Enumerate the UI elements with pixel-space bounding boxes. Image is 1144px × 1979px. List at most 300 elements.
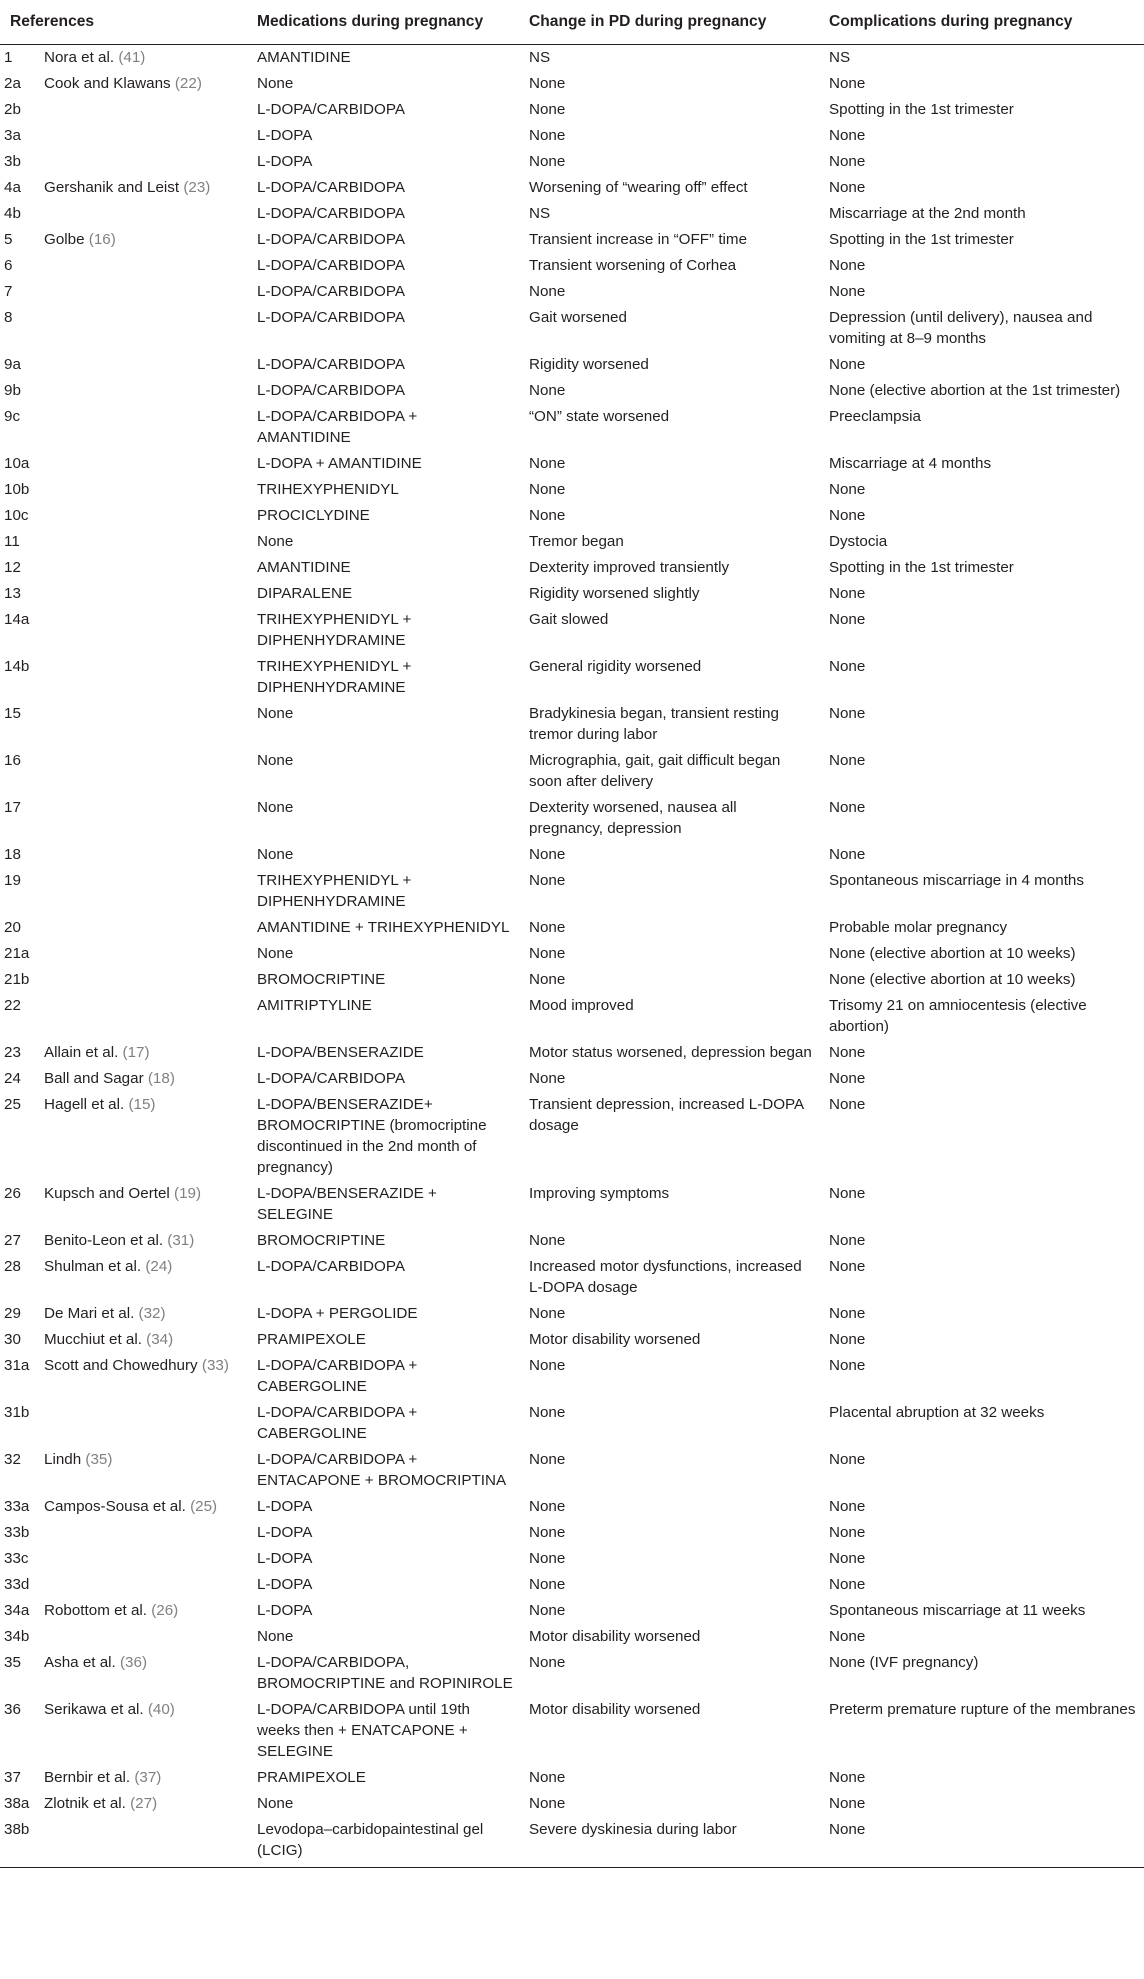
complication-cell: None [829, 1524, 866, 1541]
reference-cell [36, 795, 247, 842]
change-in-pd-cell: None [529, 1404, 566, 1421]
change-in-pd-cell: None [529, 481, 566, 498]
row-number: 9a [4, 356, 21, 373]
medication-cell: L-DOPA/BENSERAZIDE+ BROMOCRIPTINE (bromocriptine discontinued in the 2nd month of pregnancy) [257, 1096, 487, 1176]
citation-link[interactable]: (24) [145, 1258, 173, 1275]
medication-cell: PRAMIPEXOLE [257, 1769, 366, 1786]
medication-cell: L-DOPA/CARBIDOPA [257, 382, 405, 399]
citation-link[interactable]: (18) [147, 1070, 175, 1087]
reference-cell [36, 71, 247, 97]
reference-cell [36, 967, 247, 993]
row-number: 3b [4, 153, 21, 170]
change-in-pd-cell: Increased motor dysfunctions, increased L-DOPA dosage [529, 1258, 802, 1296]
reference-cell [36, 1228, 247, 1254]
reference-cell [36, 149, 247, 175]
table-row [0, 941, 1144, 967]
medication-cell: None [257, 1795, 294, 1812]
reference-authors: Shulman et al. [44, 1258, 142, 1275]
row-number: 2b [4, 101, 21, 118]
table-row [0, 1520, 1144, 1546]
change-in-pd-cell: Bradykinesia began, transient resting tremor during labor [529, 705, 779, 743]
medication-cell: L-DOPA [257, 127, 313, 144]
change-in-pd-cell: None [529, 455, 566, 472]
complication-cell: Miscarriage at the 2nd month [829, 205, 1026, 222]
row-number: 16 [4, 752, 21, 769]
table-row [0, 1791, 1144, 1817]
reference-cell [36, 1572, 247, 1598]
complication-cell: NS [829, 49, 851, 66]
reference-cell [36, 253, 247, 279]
change-in-pd-cell: None [529, 507, 566, 524]
reference-authors: Mucchiut et al. [44, 1331, 142, 1348]
table-row [0, 477, 1144, 503]
change-in-pd-cell: “ON” state worsened [529, 408, 670, 425]
citation-link[interactable]: (22) [174, 75, 202, 92]
table-row [0, 654, 1144, 701]
complication-cell: None [829, 1550, 866, 1567]
medication-cell: L-DOPA/CARBIDOPA until 19th weeks then + ENATCAPONE + SELEGINE [257, 1701, 470, 1760]
row-number: 36 [4, 1701, 21, 1718]
row-number: 4a [4, 179, 21, 196]
complication-cell: None [829, 481, 866, 498]
table-row [0, 123, 1144, 149]
medication-cell: Levodopa–carbidopaintestinal gel (LCIG) [247, 1817, 519, 1868]
complication-cell: None (IVF pregnancy) [829, 1654, 979, 1671]
row-number: 12 [4, 559, 21, 576]
change-in-pd-cell: None [529, 1232, 566, 1249]
change-in-pd-cell: None [529, 127, 566, 144]
change-in-pd-cell: Worsening of “wearing off” effect [529, 179, 748, 196]
table-row [0, 1817, 1144, 1868]
reference-cell [36, 1494, 247, 1520]
row-number: 14b [4, 658, 30, 675]
medication-cell: L-DOPA/CARBIDOPA [257, 356, 405, 373]
change-in-pd-cell: Tremor began [529, 533, 624, 550]
reference-authors: Benito-Leon et al. [44, 1232, 164, 1249]
header-medications: Medications during pregnancy [247, 0, 519, 45]
citation-link[interactable]: (16) [88, 231, 116, 248]
table-row [0, 1092, 1144, 1181]
change-in-pd-cell: None [529, 1357, 566, 1374]
reference-cell [36, 1546, 247, 1572]
reference-cell [36, 915, 247, 941]
complication-cell: Placental abruption at 32 weeks [829, 1404, 1045, 1421]
table-row [0, 1228, 1144, 1254]
reference-cell [36, 1817, 247, 1868]
row-number: 6 [4, 257, 13, 274]
table-row [0, 503, 1144, 529]
reference-cell [36, 123, 247, 149]
reference-authors: Zlotnik et al. [44, 1795, 126, 1812]
complication-cell: Spotting in the 1st trimester [829, 559, 1014, 576]
citation-link[interactable]: (23) [183, 179, 211, 196]
citation-link[interactable]: (25) [190, 1498, 218, 1515]
reference-cell [36, 451, 247, 477]
row-number: 30 [4, 1331, 21, 1348]
medication-cell: L-DOPA/CARBIDOPA [257, 231, 405, 248]
reference-cell [36, 305, 247, 352]
medication-cell: BROMOCRIPTINE [257, 971, 386, 988]
medication-cell: L-DOPA [257, 1524, 313, 1541]
complication-cell: None [829, 1576, 866, 1593]
medication-cell: L-DOPA/CARBIDOPA [257, 257, 405, 274]
reference-cell [36, 378, 247, 404]
complication-cell: None [829, 1628, 866, 1645]
table-row [0, 201, 1144, 227]
row-number: 21a [4, 945, 30, 962]
reference-authors: Nora et al. [44, 49, 115, 66]
change-in-pd-cell: None [529, 1769, 566, 1786]
reference-cell [36, 1092, 247, 1181]
table-row [0, 748, 1144, 795]
complication-cell: None [829, 1070, 866, 1087]
row-number: 31a [4, 1357, 30, 1374]
complication-cell: None [829, 1498, 866, 1515]
medication-cell: AMANTIDINE + TRIHEXYPHENIDYL [257, 919, 510, 936]
complication-cell: None [829, 611, 866, 628]
medication-cell: L-DOPA + PERGOLIDE [257, 1305, 418, 1322]
reference-cell [36, 227, 247, 253]
medication-cell: L-DOPA [257, 1498, 313, 1515]
change-in-pd-cell: None [529, 283, 566, 300]
complication-cell: None [829, 283, 866, 300]
table-row [0, 149, 1144, 175]
table-row [0, 607, 1144, 654]
change-in-pd-cell: Motor disability worsened [529, 1331, 701, 1348]
reference-cell [36, 1697, 247, 1765]
reference-cell [36, 1040, 247, 1066]
complication-cell: None [829, 356, 866, 373]
citation-link[interactable]: (32) [138, 1305, 166, 1322]
row-number: 26 [4, 1185, 21, 1202]
table-row [0, 1353, 1144, 1400]
change-in-pd-cell: None [529, 1305, 566, 1322]
reference-cell [36, 1447, 247, 1494]
table-row [0, 555, 1144, 581]
table-row [0, 1181, 1144, 1228]
medication-cell: AMANTIDINE [257, 559, 351, 576]
medication-cell: L-DOPA/CARBIDOPA [257, 309, 405, 326]
change-in-pd-cell: Motor disability worsened [529, 1701, 701, 1718]
table-row [0, 1765, 1144, 1791]
row-number: 18 [4, 846, 21, 863]
complication-cell: None [819, 1817, 1144, 1868]
change-in-pd-cell: Micrographia, gait, gait difficult began soon after delivery [529, 752, 781, 790]
reference-cell [36, 1066, 247, 1092]
row-number: 7 [4, 283, 13, 300]
reference-cell [36, 1598, 247, 1624]
complication-cell: Spotting in the 1st trimester [829, 101, 1014, 118]
medication-cell: L-DOPA [257, 1602, 313, 1619]
change-in-pd-cell: Gait slowed [529, 611, 609, 628]
row-number: 14a [4, 611, 30, 628]
reference-authors: Hagell et al. [44, 1096, 125, 1113]
table-row [0, 451, 1144, 477]
row-number: 27 [4, 1232, 21, 1249]
change-in-pd-cell: Rigidity worsened slightly [529, 585, 700, 602]
reference-authors: Scott and Chowedhury [44, 1357, 198, 1374]
complication-cell: None [829, 585, 866, 602]
change-in-pd-cell: None [529, 846, 566, 863]
complication-cell: None [829, 507, 866, 524]
table-row [0, 701, 1144, 748]
complication-cell: None (elective abortion at the 1st trimester) [829, 382, 1121, 399]
reference-authors: Allain et al. [44, 1044, 119, 1061]
row-number: 38b [0, 1817, 36, 1868]
row-number: 24 [4, 1070, 21, 1087]
table-row [0, 842, 1144, 868]
reference-cell [36, 352, 247, 378]
medication-cell: L-DOPA/CARBIDOPA, BROMOCRIPTINE and ROPINIROLE [257, 1654, 513, 1692]
medication-cell: L-DOPA/CARBIDOPA [257, 101, 405, 118]
medication-cell: L-DOPA/CARBIDOPA + CABERGOLINE [257, 1357, 418, 1395]
complication-cell: None (elective abortion at 10 weeks) [829, 945, 1076, 962]
row-number: 35 [4, 1654, 21, 1671]
change-in-pd-cell: General rigidity worsened [529, 658, 702, 675]
reference-cell [36, 1301, 247, 1327]
complication-cell: None [829, 1357, 866, 1374]
reference-authors: Ball and Sagar [44, 1070, 144, 1087]
medication-cell: DIPARALENE [257, 585, 353, 602]
row-number: 33d [4, 1576, 30, 1593]
reference-cell [36, 654, 247, 701]
citation-link[interactable]: (33) [201, 1357, 229, 1374]
table-row [0, 1400, 1144, 1447]
table-row [0, 1598, 1144, 1624]
reference-authors: De Mari et al. [44, 1305, 135, 1322]
change-in-pd-cell: Transient worsening of Corhea [529, 257, 737, 274]
complication-cell: Spontaneous miscarriage at 11 weeks [829, 1602, 1086, 1619]
complication-cell: None [829, 179, 866, 196]
reference-authors: Cook and Klawans [44, 75, 171, 92]
table-row [0, 1650, 1144, 1697]
citation-link[interactable]: (41) [118, 49, 146, 66]
citation-link[interactable]: (34) [146, 1331, 174, 1348]
medication-cell: None [257, 1628, 294, 1645]
table-row [0, 1327, 1144, 1353]
reference-cell [36, 529, 247, 555]
medication-cell: None [257, 799, 294, 816]
change-in-pd-cell: Dexterity worsened, nausea all pregnancy, depression [529, 799, 737, 837]
table-row [0, 967, 1144, 993]
medication-cell: PROCICLYDINE [257, 507, 370, 524]
medication-cell: AMITRIPTYLINE [257, 997, 372, 1014]
medication-cell: L-DOPA/CARBIDOPA [257, 283, 405, 300]
row-number: 34b [4, 1628, 30, 1645]
medication-cell: TRIHEXYPHENIDYL + DIPHENHYDRAMINE [257, 872, 412, 910]
reference-cell [36, 1254, 247, 1301]
citation-link[interactable]: (31) [167, 1232, 195, 1249]
medication-cell: None [257, 705, 294, 722]
complication-cell: None [829, 799, 866, 816]
reference-cell [36, 1650, 247, 1697]
row-number: 9c [4, 408, 21, 425]
change-in-pd-cell: Dexterity improved transiently [529, 559, 730, 576]
row-number: 13 [4, 585, 21, 602]
citation-link[interactable]: (40) [147, 1701, 175, 1718]
header-change-in-pd: Change in PD during pregnancy [519, 0, 819, 45]
complication-cell: None (elective abortion at 10 weeks) [829, 971, 1076, 988]
change-in-pd-cell: Improving symptoms [529, 1185, 670, 1202]
medication-cell: L-DOPA/BENSERAZIDE + SELEGINE [257, 1185, 437, 1223]
complication-cell: None [829, 1044, 866, 1061]
reference-cell [36, 555, 247, 581]
change-in-pd-cell: None [529, 1576, 566, 1593]
row-number: 15 [4, 705, 21, 722]
change-in-pd-cell: Transient depression, increased L-DOPA dosage [529, 1096, 804, 1134]
reference-cell [36, 1765, 247, 1791]
medication-cell: None [257, 945, 294, 962]
reference-authors: Bernbir et al. [44, 1769, 131, 1786]
change-in-pd-cell: None [529, 1451, 566, 1468]
row-number: 10c [4, 507, 29, 524]
row-number: 20 [4, 919, 21, 936]
table-row [0, 1040, 1144, 1066]
table-row [0, 1697, 1144, 1765]
reference-cell [36, 842, 247, 868]
complication-cell: Preeclampsia [829, 408, 922, 425]
reference-authors: Asha et al. [44, 1654, 116, 1671]
table-row [0, 1066, 1144, 1092]
reference-cell [36, 701, 247, 748]
change-in-pd-cell: Motor disability worsened [529, 1628, 701, 1645]
change-in-pd-cell: None [529, 75, 566, 92]
complication-cell: Preterm premature rupture of the membranes [829, 1701, 1136, 1718]
reference-cell [36, 607, 247, 654]
table-row [0, 71, 1144, 97]
row-number: 4b [4, 205, 21, 222]
reference-cell [36, 1327, 247, 1353]
citation-link[interactable]: (27) [130, 1795, 158, 1812]
reference-cell [36, 1791, 247, 1817]
medication-cell: None [257, 75, 294, 92]
row-number: 5 [4, 231, 13, 248]
row-number: 29 [4, 1305, 21, 1322]
reference-cell [36, 279, 247, 305]
reference-authors: Kupsch and Oertel [44, 1185, 170, 1202]
complication-cell: Spontaneous miscarriage in 4 months [829, 872, 1084, 889]
complication-cell: None [829, 705, 866, 722]
table-row [0, 404, 1144, 451]
table-row [0, 45, 1144, 72]
table-row [0, 175, 1144, 201]
reference-cell [36, 1400, 247, 1447]
change-in-pd-cell: None [529, 1602, 566, 1619]
reference-authors: Lindh [44, 1451, 82, 1468]
complication-cell: Miscarriage at 4 months [829, 455, 992, 472]
change-in-pd-cell: None [529, 1498, 566, 1515]
citation-link[interactable]: (26) [151, 1602, 179, 1619]
row-number: 33c [4, 1550, 29, 1567]
reference-cell [36, 748, 247, 795]
table-row [0, 1546, 1144, 1572]
row-number: 31b [4, 1404, 30, 1421]
medication-cell: AMANTIDINE [257, 49, 351, 66]
medication-cell: TRIHEXYPHENIDYL + DIPHENHYDRAMINE [257, 611, 412, 649]
medication-cell: L-DOPA/CARBIDOPA [257, 1070, 405, 1087]
complication-cell: Probable molar pregnancy [829, 919, 1008, 936]
change-in-pd-cell: None [529, 1070, 566, 1087]
table-row [0, 529, 1144, 555]
table-row [0, 1301, 1144, 1327]
table-row [0, 1624, 1144, 1650]
row-number: 9b [4, 382, 21, 399]
citation-link[interactable]: (17) [122, 1044, 150, 1061]
reference-cell [36, 45, 247, 72]
complication-cell: None [829, 153, 866, 170]
table-row [0, 868, 1144, 915]
change-in-pd-cell: None [529, 872, 566, 889]
citation-link[interactable]: (19) [174, 1185, 202, 1202]
header-row [0, 0, 1144, 45]
reference-authors: Golbe [44, 231, 85, 248]
medication-cell: L-DOPA/CARBIDOPA [257, 1258, 405, 1275]
medication-cell: L-DOPA [257, 1576, 313, 1593]
complication-cell: None [829, 1305, 866, 1322]
complication-cell: Trisomy 21 on amniocentesis (elective abortion) [829, 997, 1087, 1035]
row-number: 17 [4, 799, 21, 816]
change-in-pd-cell: None [529, 945, 566, 962]
row-number: 19 [4, 872, 21, 889]
table-row [0, 795, 1144, 842]
medication-cell: L-DOPA/CARBIDOPA + ENTACAPONE + BROMOCRIPTINA [257, 1451, 507, 1489]
complication-cell: None [829, 658, 866, 675]
row-number: 10a [4, 455, 30, 472]
header-references: References [0, 0, 247, 45]
reference-authors: Robottom et al. [44, 1602, 147, 1619]
complication-cell: None [829, 1185, 866, 1202]
header-complications: Complications during pregnancy [819, 0, 1144, 45]
table-row [0, 1447, 1144, 1494]
change-in-pd-cell: Severe dyskinesia during labor [519, 1817, 819, 1868]
reference-cell [36, 1353, 247, 1400]
row-number: 22 [4, 997, 21, 1014]
row-number: 2a [4, 75, 21, 92]
reference-cell [36, 404, 247, 451]
medication-cell: L-DOPA/CARBIDOPA + AMANTIDINE [257, 408, 418, 446]
change-in-pd-cell: None [529, 153, 566, 170]
medication-cell: TRIHEXYPHENIDYL [257, 481, 399, 498]
table-row [0, 352, 1144, 378]
citation-link[interactable]: (36) [120, 1654, 148, 1671]
change-in-pd-cell: None [529, 971, 566, 988]
change-in-pd-cell: NS [529, 49, 551, 66]
medication-cell: None [257, 752, 294, 769]
reference-cell [36, 201, 247, 227]
table-body [0, 45, 1144, 1868]
complication-cell: None [829, 752, 866, 769]
medication-cell: L-DOPA/CARBIDOPA + CABERGOLINE [257, 1404, 418, 1442]
table-row [0, 915, 1144, 941]
reference-cell [36, 97, 247, 123]
change-in-pd-cell: Rigidity worsened [529, 356, 649, 373]
row-number: 3a [4, 127, 21, 144]
citation-link[interactable]: (35) [85, 1451, 113, 1468]
row-number: 33a [4, 1498, 30, 1515]
row-number: 37 [4, 1769, 21, 1786]
row-number: 23 [4, 1044, 21, 1061]
reference-cell [36, 477, 247, 503]
citation-link[interactable]: (15) [128, 1096, 156, 1113]
medication-cell: PRAMIPEXOLE [257, 1331, 366, 1348]
change-in-pd-cell: Motor status worsened, depression began [529, 1044, 812, 1061]
citation-link[interactable]: (37) [134, 1769, 162, 1786]
medication-cell: L-DOPA/CARBIDOPA [257, 205, 405, 222]
reference-cell [36, 1624, 247, 1650]
row-number: 33b [4, 1524, 30, 1541]
complication-cell: None [829, 257, 866, 274]
change-in-pd-cell: Mood improved [529, 997, 634, 1014]
